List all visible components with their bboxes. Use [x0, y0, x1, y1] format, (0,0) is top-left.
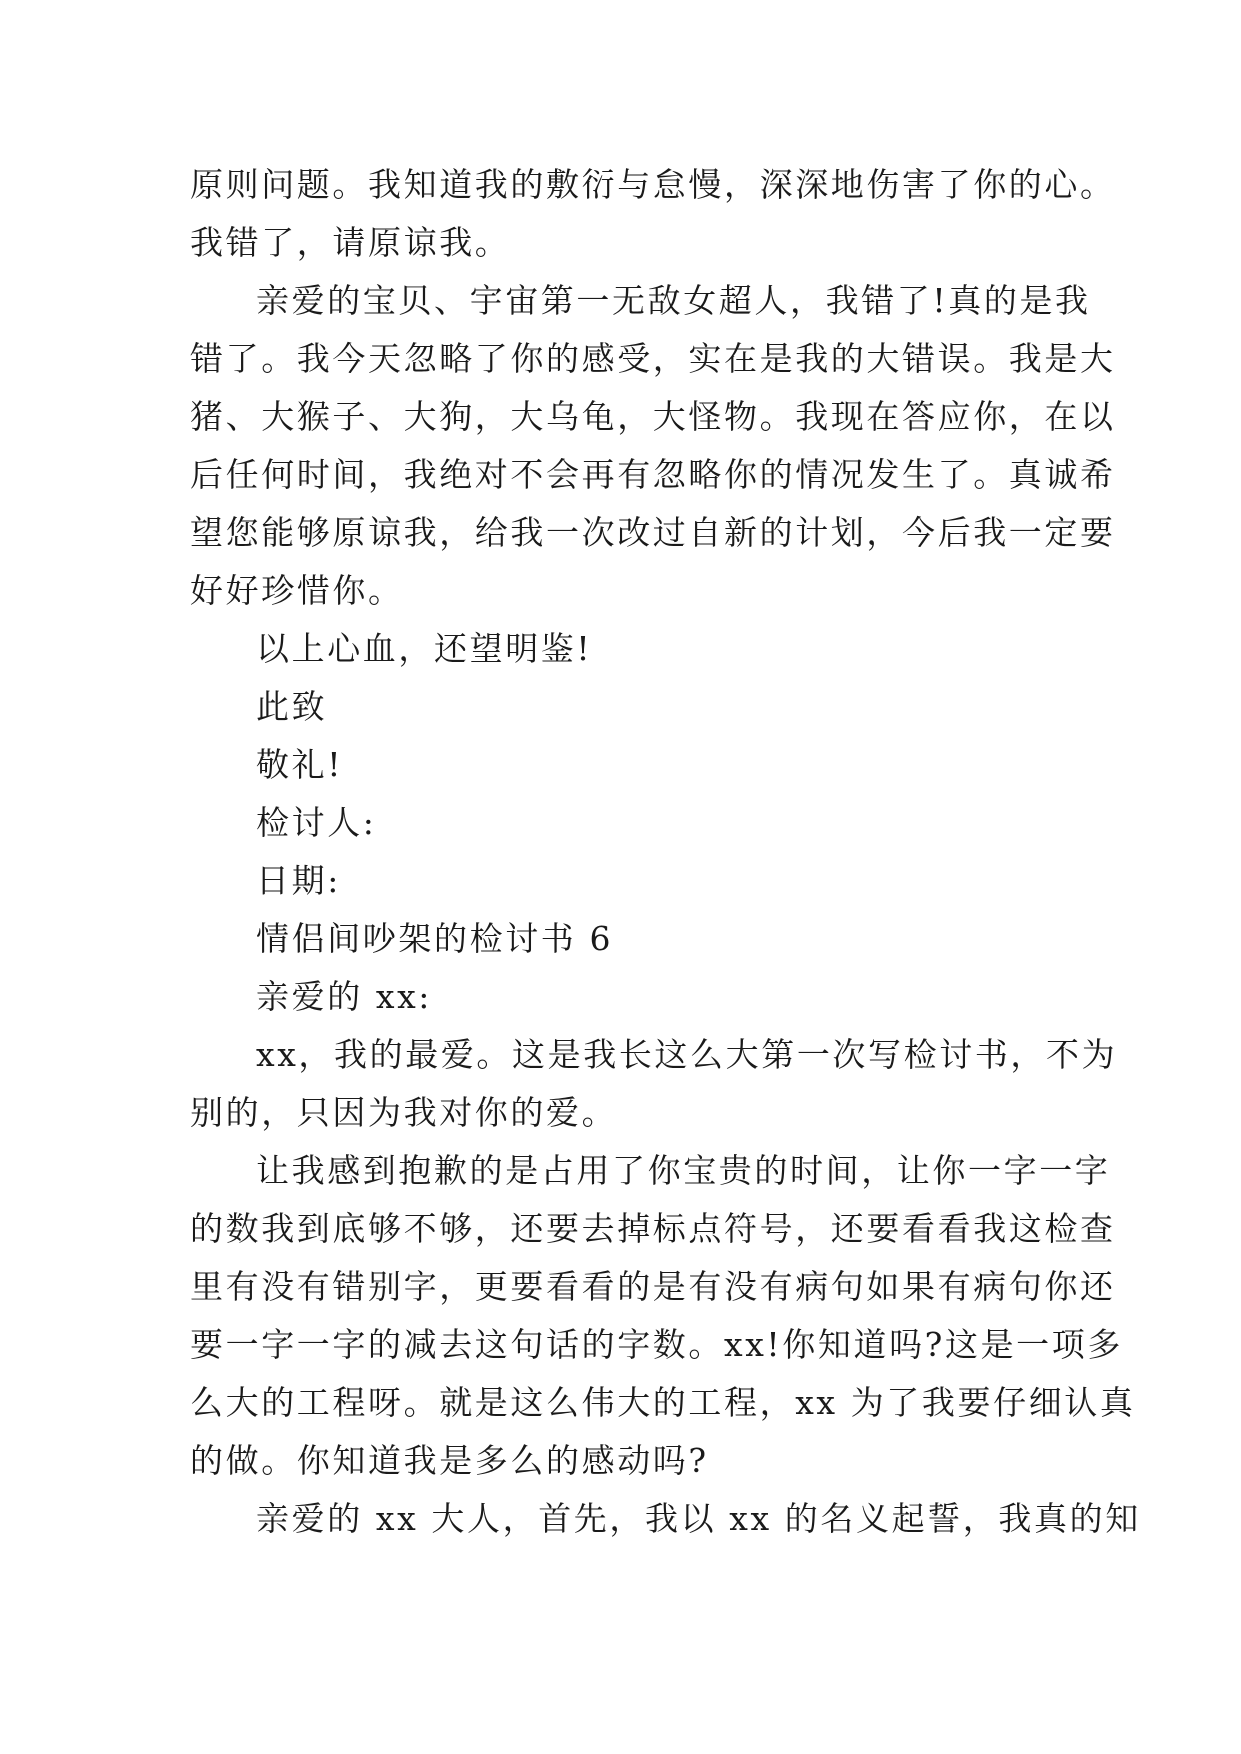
text-line: 别的，只因为我对你的爱。: [190, 1093, 618, 1132]
text-line: 要一字一字的减去这句话的字数。xx!你知道吗?这是一项多: [190, 1325, 1123, 1364]
document-page: [190, 156, 1141, 1548]
text-line: 里有没有错别字，更要看看的是有没有病句如果有病句你还: [190, 1267, 1116, 1306]
greeting-line: 亲爱的 xx:: [256, 977, 433, 1016]
text-line: 的做。你知道我是多么的感动吗?: [190, 1441, 709, 1480]
text-line: 原则问题。我知道我的敷衍与怠慢，深深地伤害了你的心。: [190, 165, 1116, 204]
closing-line: 以上心血，还望明鉴!: [256, 629, 593, 668]
paragraph-start-line: xx，我的最爱。这是我长这么大第一次写检讨书，不为: [256, 1035, 1118, 1074]
paragraph-start-line: 亲爱的宝贝、宇宙第一无敌女超人，我错了!真的是我: [256, 281, 1091, 320]
section-heading: 情侣间吵架的检讨书 6: [256, 919, 614, 958]
date-label: 日期:: [256, 861, 341, 900]
text-line: 望您能够原谅我，给我一次改过自新的计划，今后我一定要: [190, 513, 1116, 552]
text-line: 后任何时间，我绝对不会再有忽略你的情况发生了。真诚希: [190, 455, 1116, 494]
text-line: 我错了，请原谅我。: [190, 223, 511, 262]
paragraph-start-line: 让我感到抱歉的是占用了你宝贵的时间，让你一字一字: [256, 1151, 1111, 1190]
text-line: 错了。我今天忽略了你的感受，实在是我的大错误。我是大: [190, 339, 1116, 378]
text-line: 的数我到底够不够，还要去掉标点符号，还要看看我这检查: [190, 1209, 1116, 1248]
text-line: 么大的工程呀。就是这么伟大的工程，xx 为了我要仔细认真: [190, 1383, 1136, 1422]
text-line: 好好珍惜你。: [190, 571, 404, 610]
signature-label: 检讨人:: [256, 803, 377, 842]
text-line: 猪、大猴子、大狗，大乌龟，大怪物。我现在答应你，在以: [190, 397, 1116, 436]
salutation-line: 此致: [256, 687, 328, 726]
paragraph-start-line: 亲爱的 xx 大人，首先，我以 xx 的名义起誓，我真的知: [256, 1499, 1141, 1538]
salutation-line: 敬礼!: [256, 745, 344, 784]
